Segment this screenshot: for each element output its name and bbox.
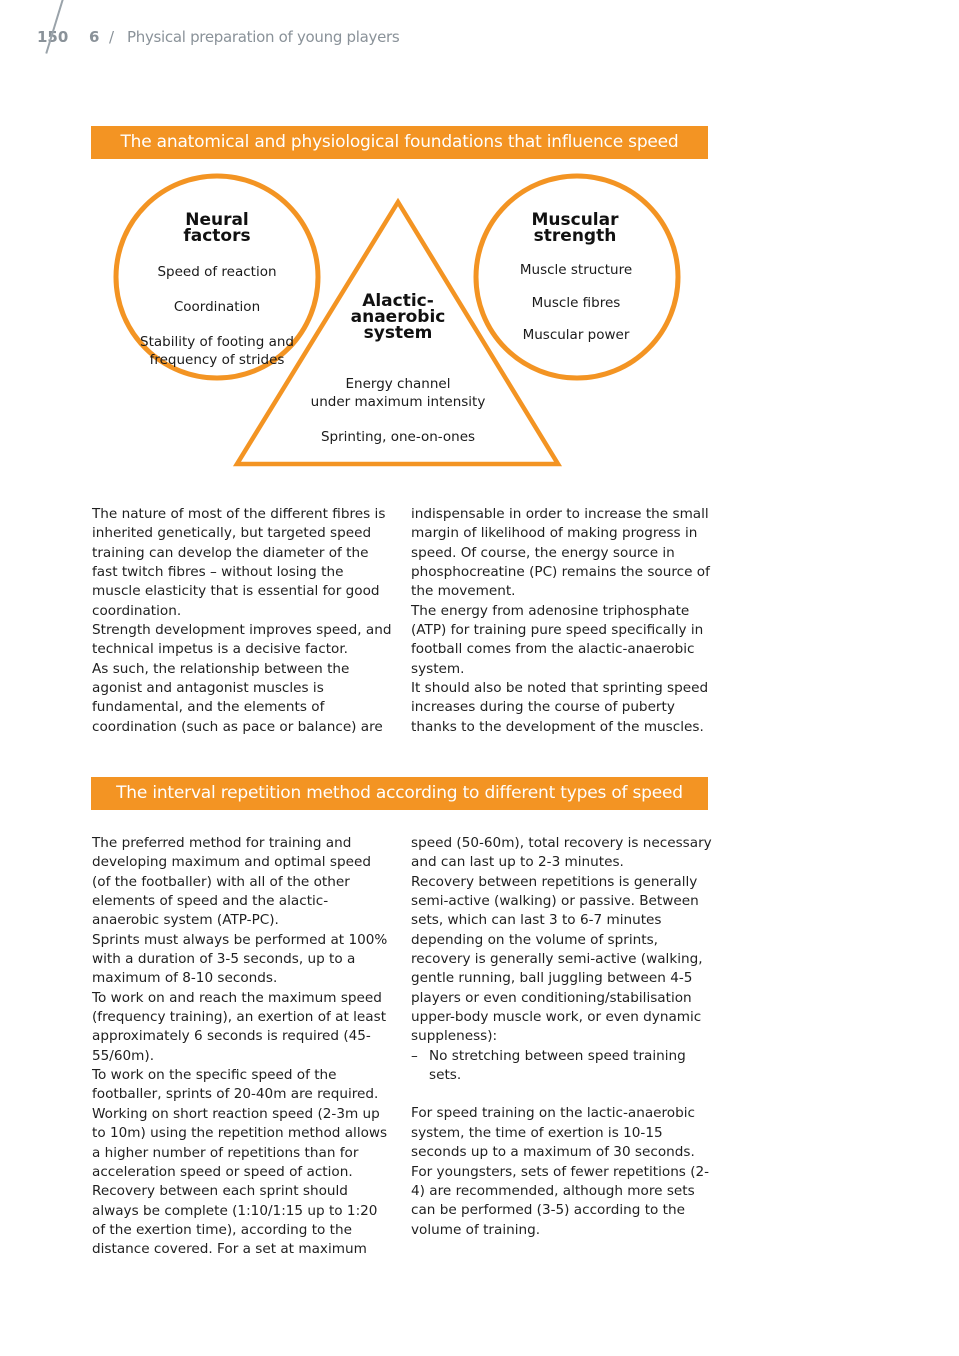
spacer: [411, 1085, 713, 1104]
alactic-system-title: [318, 293, 478, 341]
bullet-item: [411, 1047, 713, 1086]
alactic-item-sprinting: Sprinting, one-on-ones: [320, 429, 476, 445]
running-title: Physical preparation of young players: [127, 28, 400, 46]
muscular-item-power: Muscular power: [522, 327, 630, 343]
neural-item-stride-frequency: frequency of strides: [149, 352, 285, 368]
alactic-title-line2: anaerobic: [350, 307, 446, 327]
muscular-item-fibres: Muscle fibres: [531, 295, 621, 311]
section2-left-column: [92, 834, 390, 1260]
section2-right-column: [411, 834, 713, 1240]
section1-left-column: [92, 505, 392, 737]
paragraph: The preferred method for training and developing maximum and optimal speed (of the footballer) with all of the other elements of speed and the alactic-anaerobic system (ATP-PC).: [92, 835, 371, 929]
dash-bullet-icon: –: [411, 1047, 418, 1064]
paragraph: Recovery between repetitions is generally semi-active (walking) or passive. Between sets, which can last 3 to 6-7 minutes depending on the volume of sprints, recovery is generally semi-active (walking, gentle running, ball juggling between 4-5 players or even conditioning/stabilisation upper-body muscle work, or even dynamic suppleness):: [411, 873, 703, 1045]
neural-item-coordination: Coordination: [173, 299, 261, 315]
section1-right-column: [411, 505, 713, 737]
neural-item-stability: Stability of footing and: [140, 334, 294, 350]
paragraph: To work on and reach the maximum speed (frequency training), an exertion of at least approximately 6 seconds is required (45-55/60m).: [92, 989, 387, 1064]
paragraph: It should also be noted that sprinting speed increases during the course of puberty thanks to the development of the muscles.: [411, 680, 709, 735]
neural-title-line1: Neural: [185, 210, 249, 230]
paragraph: For speed training on the lactic-anaerobic system, the time of exertion is 10-15 seconds up to a maximum of 30 seconds.: [411, 1105, 696, 1161]
speed-foundations-diagram: [0, 170, 959, 480]
header-separator: /: [109, 28, 115, 46]
paragraph: As such, the relationship between the agonist and antagonist muscles is fundamental, and the elements of coordination (such as pace or balance) are: [92, 660, 383, 735]
paragraph: Strength development improves speed, and technical impetus is a decisive factor.: [92, 622, 392, 658]
section-banner-foundations: The anatomical and physiological foundations that influence speed: [91, 126, 708, 159]
neural-item-speed-of-reaction: Speed of reaction: [157, 264, 277, 280]
alactic-title-line1: Alactic-: [362, 291, 434, 311]
bullet-text: No stretching between speed training sets.: [429, 1047, 686, 1084]
paragraph: speed (50-60m), total recovery is necessary and can last up to 2-3 minutes.: [411, 835, 712, 871]
alactic-item-max-intensity: under maximum intensity: [310, 394, 486, 410]
page-header: [0, 0, 959, 70]
paragraph: For youngsters, sets of fewer repetitions (2-4) are recommended, although more sets can be performed (3-5) according to the volume of training.: [411, 1163, 710, 1238]
muscular-strength-title: [505, 212, 645, 244]
neural-title-line2: factors: [183, 226, 251, 246]
muscular-item-structure: Muscle structure: [519, 262, 633, 278]
paragraph: Recovery between each sprint should always be complete (1:10/1:15 up to 1:20 of the exertion time), according to the distance covered. For a set at maximum: [92, 1183, 378, 1258]
paragraph: To work on the specific speed of the footballer, sprints of 20-40m are required.: [92, 1067, 379, 1103]
paragraph: indispensable in order to increase the small margin of likelihood of making progress in speed. Of course, the energy source in phosphocreatine (PC) remains the source of the movement.: [411, 506, 710, 600]
section-banner-interval-method: The interval repetition method according to different types of speed: [91, 777, 708, 810]
paragraph: The nature of most of the different fibres is inherited genetically, but targeted speed training can develop the diameter of the fast twitch fibres – without losing the muscle elasticity that is essential for good coordination.: [92, 506, 386, 619]
chapter-number: 6: [89, 28, 100, 46]
paragraph: Sprints must always be performed at 100% with a duration of 3-5 seconds, up to a maximum of 8-10 seconds.: [92, 931, 388, 987]
muscular-title-line1: Muscular: [531, 210, 619, 230]
neural-factors-title: [147, 212, 287, 244]
paragraph: The energy from adenosine triphosphate (ATP) for training pure speed specifically in football comes from the alactic-anaerobic system.: [411, 602, 704, 677]
muscular-title-line2: strength: [533, 226, 617, 246]
alactic-item-energy-channel: Energy channel: [345, 376, 451, 392]
page-number: 150: [37, 28, 69, 46]
alactic-title-line3: system: [363, 323, 433, 343]
paragraph: Working on short reaction speed (2-3m up to 10m) using the repetition method allows a higher number of repetitions than for acceleration speed or speed of action.: [92, 1105, 388, 1180]
